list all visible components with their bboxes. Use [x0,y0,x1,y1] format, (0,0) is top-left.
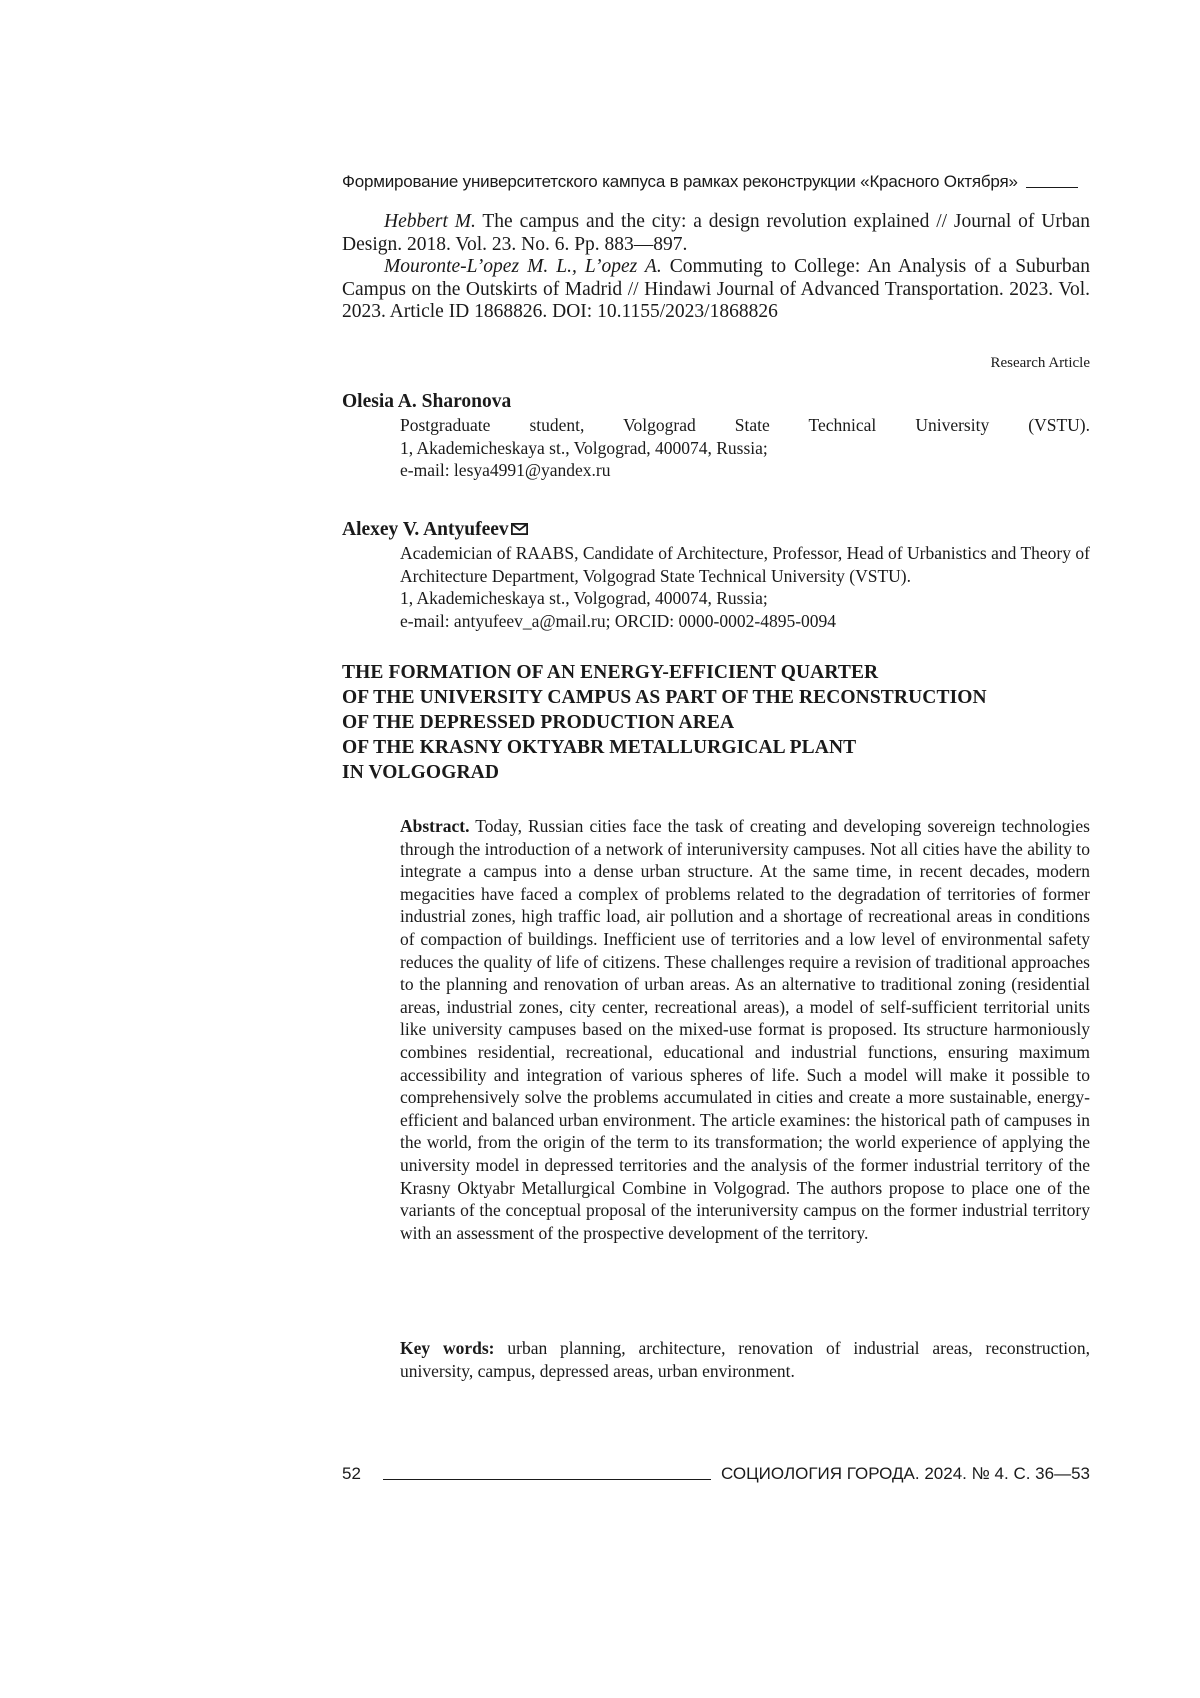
keywords-label: Key words: [400,1338,495,1358]
running-header [342,172,1090,192]
page-number: 52 [342,1464,361,1483]
email-line: e-mail: lesya4991@yandex.ru [400,460,611,480]
title-line: OF THE DEPRESSED PRODUCTION AREA [342,712,735,733]
address-line: 1, Akademicheskaya st., Volgograd, 400074, Russia; [400,437,768,458]
abstract-section [400,815,1090,1244]
reference-item [342,256,1090,324]
article-title [342,660,1102,785]
journal-citation: СОЦИОЛОГИЯ ГОРОДА. 2024. № 4. С. 36—53 [720,1464,1090,1483]
mail-icon[interactable] [511,523,528,535]
reference-item [342,211,1090,256]
reference-text: Commuting to College: An Analysis of a Suburban Campus on the Outskirts of Madrid // Hindawi Journal of Advanced Transportation. 2023. Vol. 2023. Article ID 1868826. DOI: 10.1155/2023/1868826 [342,256,1090,322]
running-title: Формирование университетского кампуса в рамках реконструкции «Красного Октября» [342,172,1018,191]
author-name-row [342,518,1090,542]
reference-list [342,211,1090,324]
keywords-text: urban planning, architecture, renovation of industrial areas, reconstruction, university, campus, depressed areas, urban environment. [400,1338,1091,1381]
article-type-label: Research Article [990,355,1090,371]
affiliation-line: Academician of RAABS, Candidate of Architecture, Professor, Head of Urbanistics and Theory of Architecture Department, Volgograd State Technical University (VSTU). [400,543,1090,586]
author-name: Olesia A. Sharonova [342,391,512,412]
abstract-text: Today, Russian cities face the task of creating and developing sovereign technologies through the introduction of a network of interuniversity campuses. Not all cities have the ability to integrate a campus into a dense urban structure. At the same time, in recent decades, modern megacities have faced a complex of problems related to the degradation of territories of former industrial zones, high traffic load, air pollution and a shortage of recreational areas in conditions of compaction of buildings. Inefficient use of territories and a low level of environmental safety reduces the quality of life of citizens. These challenges require a revision of traditional approaches to the planning and renovation of urban areas. As an alternative to traditional zoning (residential areas, industrial zones, city center, recreational areas), a model of self-sufficient territorial units like university campuses based on the mixed-use format is proposed. Its structure harmoniously combines residential, recreational, educational and industrial functions, ensuring maximum accessibility and integration of various spheres of life. Such a model will make it possible to comprehensively solve the problems accumulated in cities and create a more sustainable, energy-efficient and balanced urban environment. The article examines: the historical path of campuses in the world, from the origin of the term to its transformation; the world experience of applying the university model in depressed territories and the analysis of the former industrial territory of the Krasny Oktyabr Metallurgical Combine in Volgograd. The authors propose to place one of the variants of the conceptual proposal of the interuniversity campus on the former industrial territory with an assessment of the prospective development of the territory. [400,816,1090,1243]
title-line: IN VOLGOGRAD [342,762,500,783]
title-line: THE FORMATION OF AN ENERGY-EFFICIENT QUARTER [342,662,879,683]
address-line: 1, Akademicheskaya st., Volgograd, 400074, Russia; [400,588,768,608]
author-name: Alexey V. Antyufeev [342,519,509,540]
author-block [342,390,1090,482]
header-rule [1026,187,1078,188]
title-line: OF THE UNIVERSITY CAMPUS AS PART OF THE RECONSTRUCTION [342,687,987,708]
author-affiliation [400,542,1090,632]
author-block [342,518,1090,632]
abstract-paragraph [400,815,1090,1244]
title-line: OF THE KRASNY OKTYABR METALLURGICAL PLANT [342,737,857,758]
footer-rule [383,1479,711,1480]
author-affiliation [400,414,1090,482]
email-line: e-mail: antyufeev_a@mail.ru; ORCID: 0000-0002-4895-0094 [400,610,837,631]
reference-author: Mouronte-L’opez M. L., L’opez A. [384,256,662,277]
reference-text: The campus and the city: a design revolution explained // Journal of Urban Design. 2018. Vol. 23. No. 6. Pp. 883—897. [342,211,1090,255]
affiliation-line: Postgraduate student, Volgograd State Technical University (VSTU). [400,415,1090,435]
page-footer [342,1464,1090,1484]
keywords-section [400,1337,1090,1382]
reference-author: Hebbert M. [384,211,476,232]
abstract-label: Abstract. [400,816,470,836]
